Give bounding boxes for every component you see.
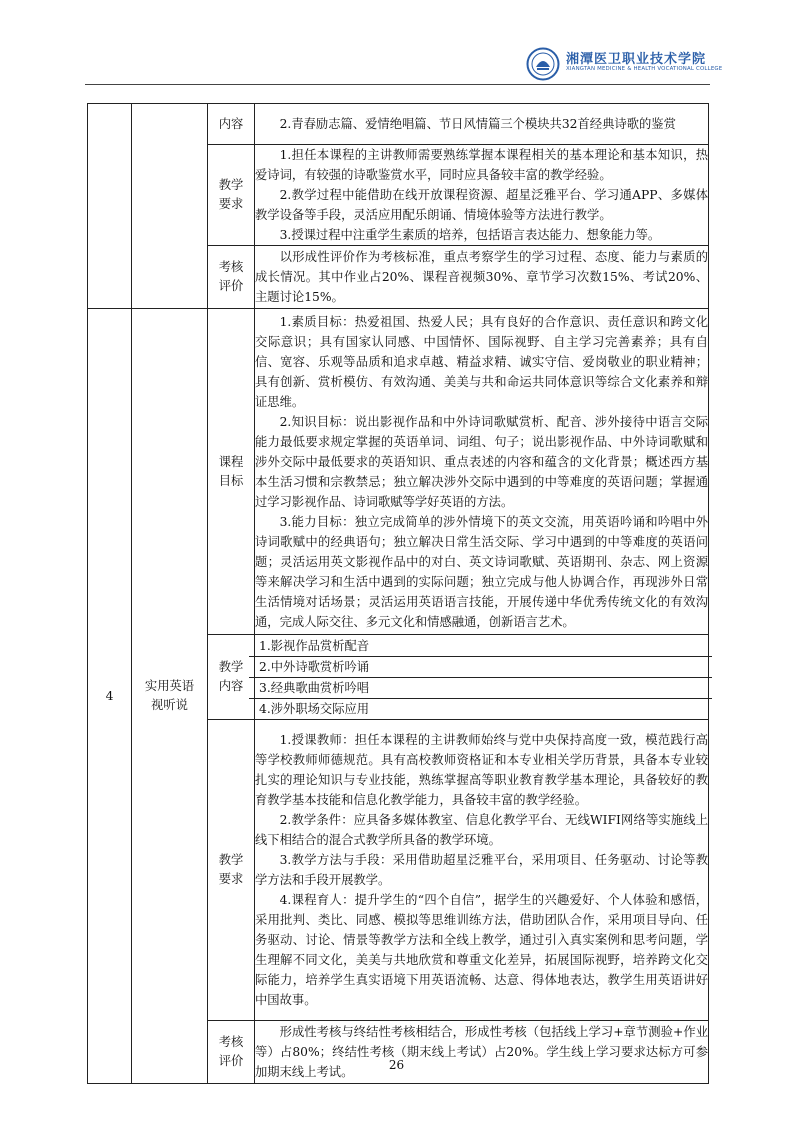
header-rule — [85, 84, 710, 85]
table-row — [88, 309, 709, 635]
cell-content: 2.青春励志篇、爱情绝唱篇、节日风情篇三个模块共32首经典诗歌的鉴赏 — [255, 104, 709, 145]
label-goals: 课程 目标 — [208, 309, 255, 635]
label-teaching-content: 教学 内容 — [208, 635, 255, 720]
cell-teaching-content — [255, 635, 709, 720]
cell-goals: 1.素质目标：热爱祖国、热爱人民；具有良好的合作意识、责任意识和跨文化交际意识；具有国家认同感、中国情怀、国际视野、自主学习完善素养；具有自信、宽容、乐观等品质和追求卓越、精益求精、诚实守信、爱岗敬业的职业精神；具有创新、赏析模仿、有效沟通、美美与共和命运共同体意识等综合文化素养和辩证思维。 2.知识目标：说出影视作品和中外诗词歌赋赏析、配音、涉外接待中语言交际能力最低要求规定掌握的英语单词、词组、句子；说出影视作品、中外诗词歌赋和涉外交际中最低要求的英语知识、重点表述的内容和蕴含的文化背景；概述西方基本生活习惯和宗教禁忌；独立解决涉外交际中遇到的中等难度的英语问题；掌握通过学习影视作品、诗词歌赋等学好英语的方法。 3.能力目标：独立完成简单的涉外情境下的英文交流，用英语吟诵和吟唱中外诗词歌赋中的经典语句；独立解决日常生活交际、学习中遇到的中等难度的英语问题；灵活运用英文影视作品中的对白、英文诗词歌赋、英语期刊、杂志、网上资源等来解决学习和生活中遇到的实际问题；独立完成与他人协调合作，再现涉外日常生活情境对话场景；灵活运用英语语言技能，开展传递中华优秀传统文化的有效沟通，完成人际交往、多元文化和情感融通，创新语言艺术。 — [255, 309, 709, 635]
label-content: 内容 — [208, 104, 255, 145]
page-number: 26 — [388, 1058, 405, 1072]
course-number: 4 — [88, 309, 132, 1084]
cell-requirements: 1.担任本课程的主讲教师需要熟练掌握本课程相关的基本理论和基本知识，热爱诗词，有较强的诗歌鉴赏水平，同时应具备较丰富的教学经验。 2.教学过程中能借助在线开放课程资源、超星泛雅平台、学习通APP、多媒体教学设备等手段，灵活应用配乐朗诵、情境体验等方法进行教学。 3.授课过程中注重学生素质的培养，包括语言表达能力、想象能力等。 — [255, 145, 709, 246]
list-item: 1.影视作品赏析配音 — [249, 636, 712, 657]
school-name-en: XIANGTAN MEDICINE & HEALTH VOCATIONAL COLLEGE — [566, 66, 723, 72]
list-item: 4.涉外职场交际应用 — [259, 701, 370, 716]
cell-course-name — [132, 104, 208, 309]
list-item: 3.经典歌曲赏析吟唱 — [249, 678, 712, 699]
cell-assessment: 以形成性评价作为考核标准，重点考察学生的学习过程、态度、能力与素质的成长情况。其中作业占20%、课程音视频30%、章节学习次数15%、考试20%、主题讨论15%。 — [255, 246, 709, 309]
course-name: 实用英语 视听说 — [132, 309, 208, 1084]
cell-number — [88, 104, 132, 309]
cell-course-assessment: 形成性考核与终结性考核相结合，形成性考核（包括线上学习+章节测验+作业等）占80%；终结性考核（期末线上考试）占20%。学生线上学习要求达标方可参加期末线上考试。 — [255, 1021, 709, 1084]
school-name-cn: 湘潭医卫职业技术学院 — [566, 52, 707, 67]
table-row — [88, 104, 709, 145]
label-course-assessment: 考核 评价 — [208, 1021, 255, 1084]
label-teaching-requirements: 教学 要求 — [208, 720, 255, 1021]
label-assessment: 考核 评价 — [208, 246, 255, 309]
cell-teaching-requirements: 1.授课教师：担任本课程的主讲教师始终与党中央保持高度一致，模范践行高等学校教师师德规范。具有高校教师资格证和本专业相关学历背景，具备本专业较扎实的理论知识与专业技能，熟练掌握高等职业教育教学基本理论，具备较好的教育教学基本技能和信息化教学能力，具备较丰富的教学经验。 2.教学条件：应具备多媒体教室、信息化教学平台、无线WIFI网络等实施线上线下相结合的混合式教学所具备的教学环境。 3.教学方法与手段：采用借助超星泛雅平台，采用项目、任务驱动、讨论等教学方法和手段开展教学。 4.课程育人：提升学生的“四个自信”，据学生的兴趣爱好、个人体验和感悟，采用批判、类比、同感、模拟等思维训练方法，借助团队合作，采用项目导向、任务驱动、讨论、情景等教学方法和全线上教学，通过引入真实案例和思考问题，学生理解不同文化，美美与共地欣赏和尊重文化差异，拓展国际视野，培养跨文化交际能力，培养学生真实语境下用英语流畅、达意、得体地表达，教学生用英语讲好中国故事。 — [255, 720, 709, 1021]
label-requirements: 教学 要求 — [208, 145, 255, 246]
course-table — [87, 103, 709, 1084]
college-logo-icon — [526, 47, 560, 81]
list-item: 2.中外诗歌赏析吟诵 — [249, 657, 712, 678]
